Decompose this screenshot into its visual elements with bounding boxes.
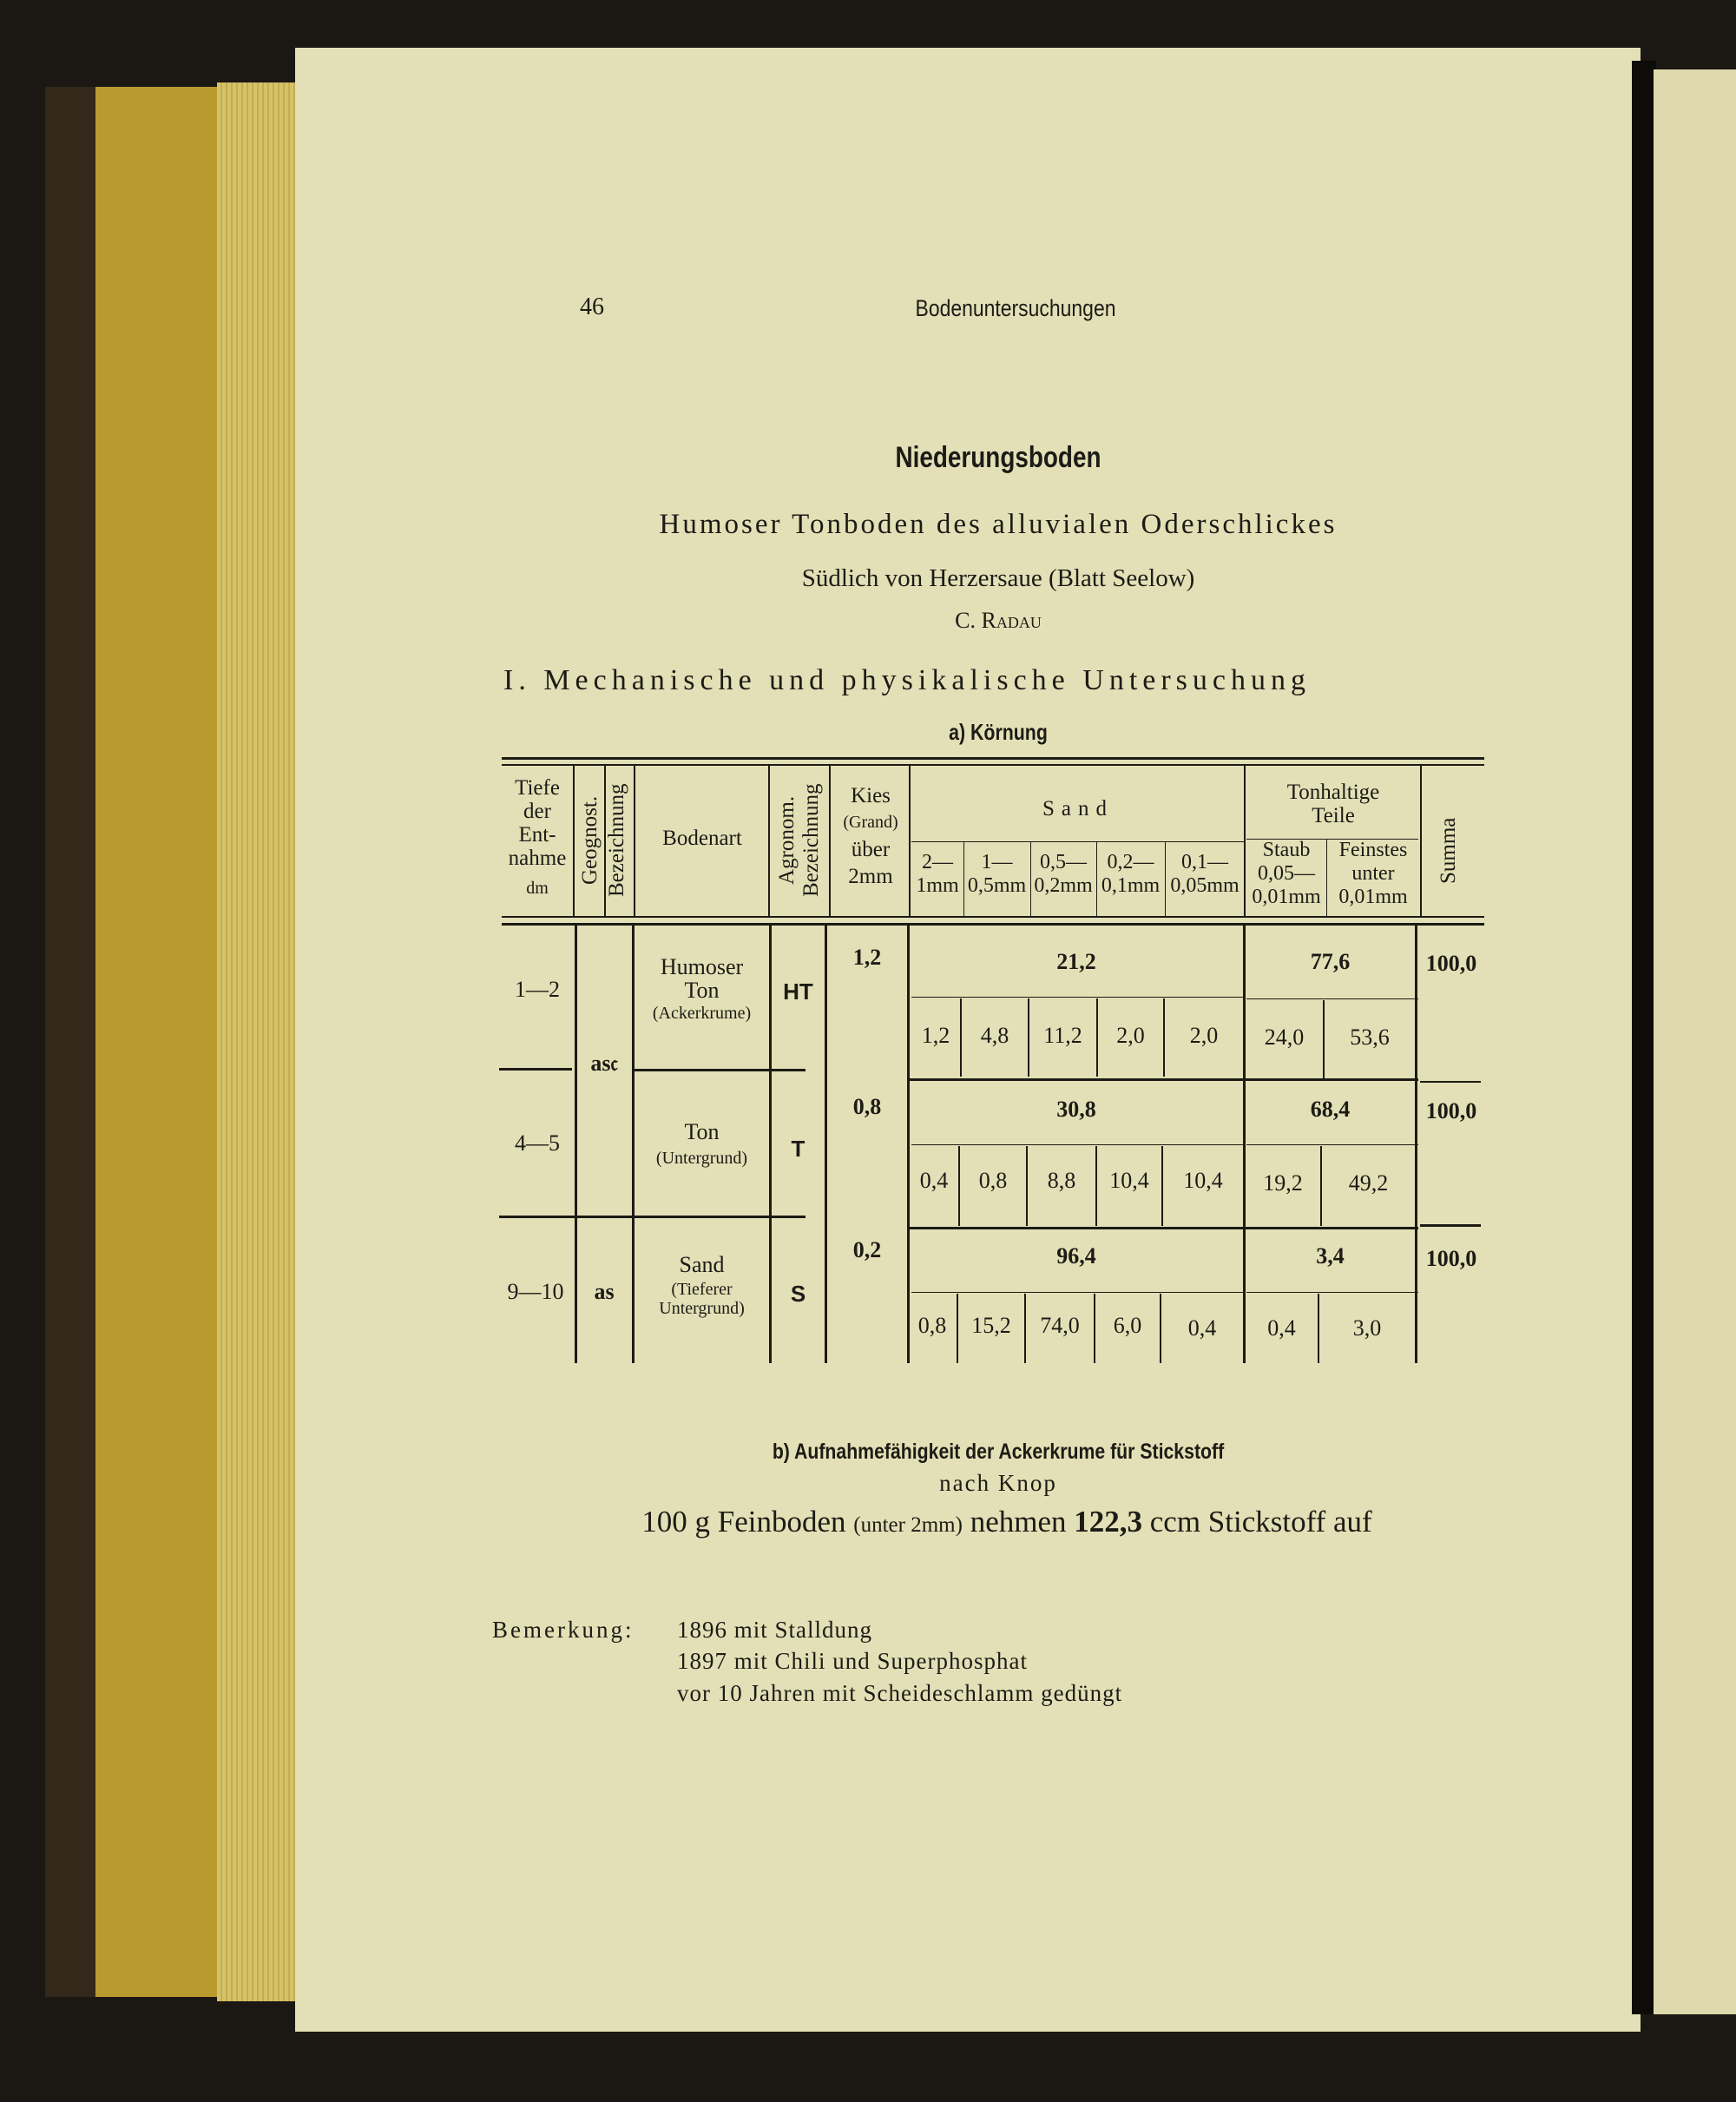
result-line: 100 g Feinboden (unter 2mm) nehmen 122,3 ccm Stickstoff auf bbox=[641, 1505, 1372, 1539]
remark-line-2: 1897 mit Chili und Superphosphat bbox=[677, 1648, 1029, 1674]
header-geognost-2: Bezeichnung bbox=[605, 783, 628, 897]
header-sand-fraction-4: 0,2— 0,1mm bbox=[1101, 851, 1161, 897]
header-agronom-1: Agronom. bbox=[775, 795, 799, 885]
section-heading-b: b) Aufnahmefähigkeit der Ackerkrume für Stickstoff bbox=[772, 1440, 1225, 1464]
section-heading-a: a) Körnung bbox=[949, 719, 1048, 745]
header-sand-fraction-1: 2— 1mm bbox=[916, 851, 959, 897]
remark-label: Bemerkung: bbox=[492, 1617, 635, 1643]
remark-line-3: vor 10 Jahren mit Scheideschlamm gedüngt bbox=[677, 1680, 1123, 1706]
header-sand-fraction-2: 1— 0,5mm bbox=[967, 851, 1027, 897]
geognost-shared: as𝔠 bbox=[590, 1051, 618, 1076]
header-kies: Kies (Grand) über 2mm bbox=[843, 784, 898, 888]
author-line bbox=[825, 608, 1172, 634]
book-gutter bbox=[1632, 61, 1656, 2014]
page-number: 46 bbox=[580, 293, 604, 320]
remark-line-1: 1896 mit Stalldung bbox=[677, 1617, 873, 1643]
subtitle: Humoser Tonboden des alluvialen Oderschlickes bbox=[659, 509, 1338, 540]
header-sand-fraction-5: 0,1— 0,05mm bbox=[1170, 851, 1240, 897]
page-title: Niederungsboden bbox=[895, 441, 1101, 474]
running-head: Bodenuntersuchungen bbox=[915, 295, 1116, 321]
author-name: C. Radau bbox=[955, 608, 1042, 633]
book-cover-edge bbox=[45, 87, 95, 1997]
header-sand-fraction-3: 0,5— 0,2mm bbox=[1034, 851, 1093, 897]
facing-page-edge bbox=[1654, 69, 1736, 2014]
header-tiefe: Tiefe der Ent- nahme dm bbox=[508, 776, 567, 898]
header-agronom-2: Bezeichnung bbox=[799, 783, 823, 897]
header-feinstes: Feinstes unter 0,01mm bbox=[1338, 839, 1408, 908]
header-summa: Summa bbox=[1437, 817, 1460, 885]
header-geognost-1: Geognost. bbox=[578, 795, 602, 885]
method-line: nach Knop bbox=[939, 1470, 1057, 1496]
header-sand: Sand bbox=[1042, 797, 1114, 820]
section-heading-i: I. Mechanische und physikalische Untersuchung bbox=[503, 664, 1311, 696]
header-bodenart: Bodenart bbox=[662, 827, 742, 850]
page-stack bbox=[217, 82, 297, 2001]
location-line: Südlich von Herzersaue (Blatt Seelow) bbox=[801, 564, 1195, 592]
header-staub: Staub 0,05— 0,01mm bbox=[1252, 839, 1321, 908]
header-tonhaltige: Tonhaltige Teile bbox=[1286, 781, 1380, 827]
